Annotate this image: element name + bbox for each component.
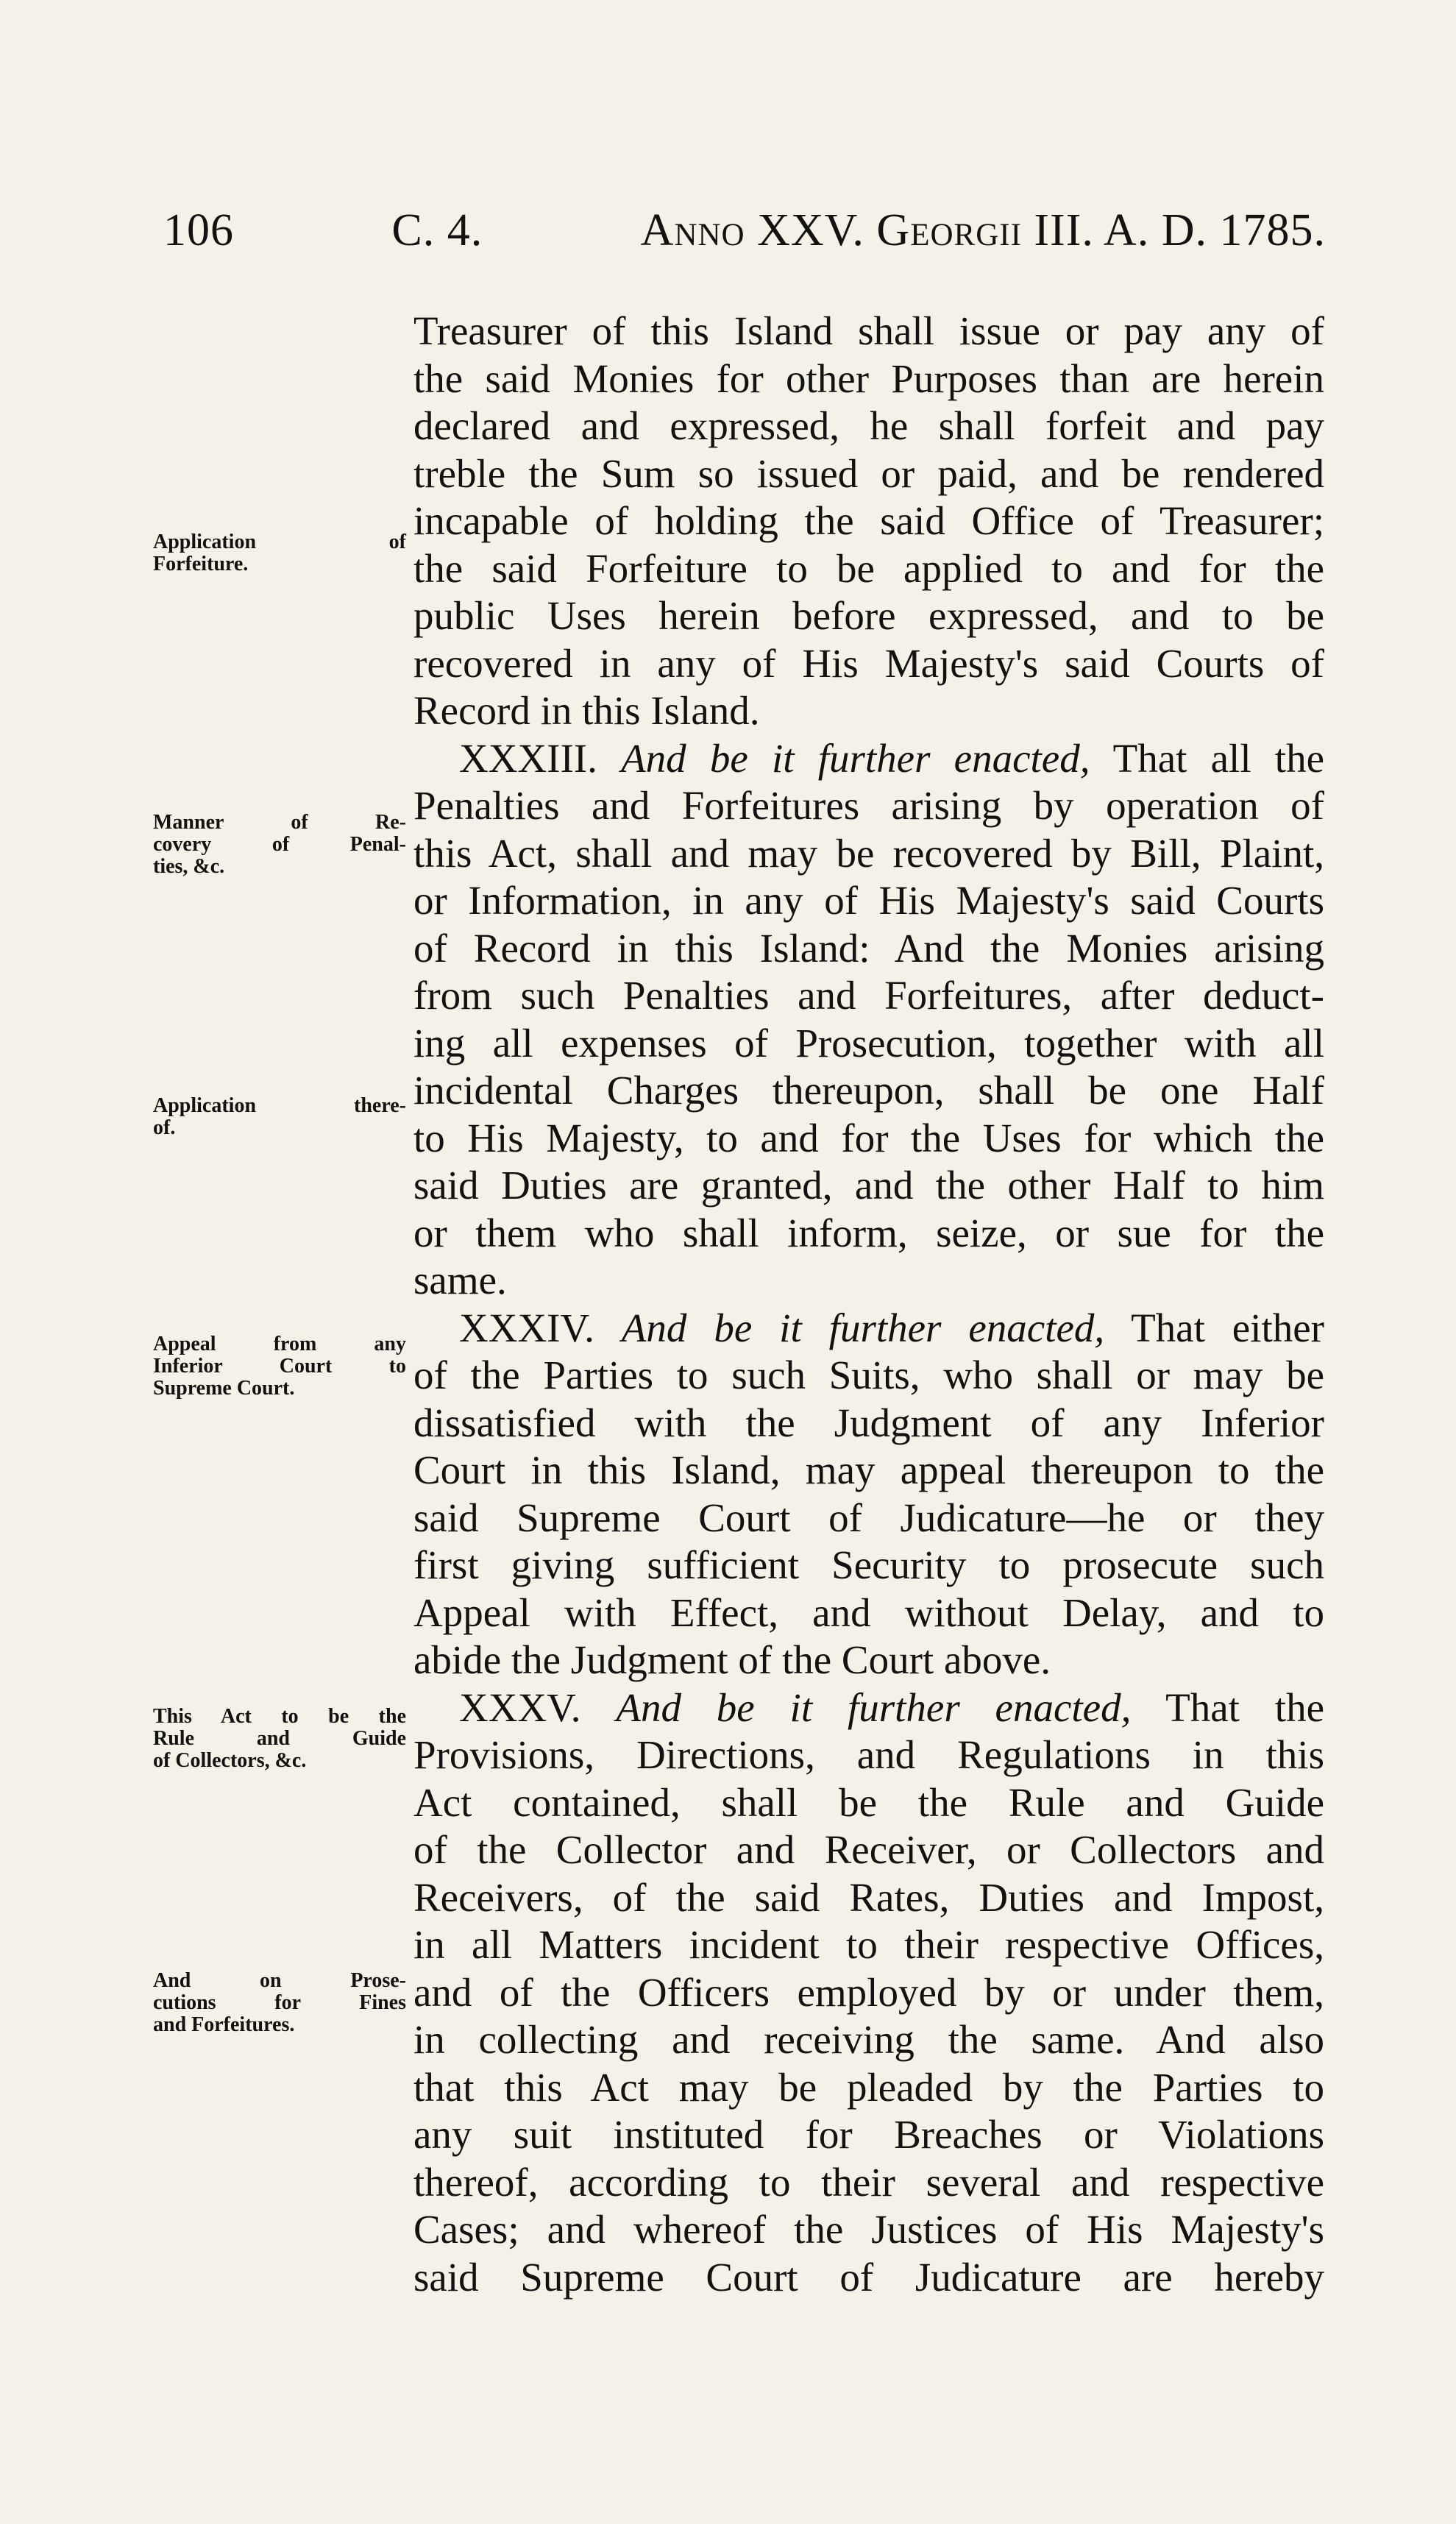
margin-note-application-thereof: [153, 1095, 406, 1139]
body-line: incidental Charges thereupon, shall be one Half: [413, 1068, 1324, 1113]
chapter-number: C. 4.: [391, 205, 483, 255]
body-line: from such Penalties and Forfeitures, after deduct-: [413, 973, 1324, 1018]
body-line: in all Matters incident to their respective Offices,: [413, 1922, 1324, 1967]
body-line: treble the Sum so issued or paid, and be rendered: [413, 450, 1324, 496]
body-line: Penalties and Forfeitures arising by operation of: [413, 783, 1324, 828]
body-line: said Supreme Court of Judicature are hereby: [413, 2254, 1324, 2300]
body-line: Cases; and whereof the Justices of His Majesty's: [413, 2207, 1324, 2252]
margin-note-line: And on Prose-: [153, 1969, 406, 1992]
margin-note-line: covery of Penal-: [153, 833, 406, 856]
body-line: Treasurer of this Island shall issue or pay any of: [413, 308, 1324, 353]
body-line: recovered in any of His Majesty's said Courts of: [413, 640, 1324, 686]
body-line: or them who shall inform, seize, or sue for the: [413, 1210, 1324, 1255]
body-line: XXXV. And be it further enacted, That the: [459, 1684, 1324, 1730]
margin-note-application-of-forfeiture: [153, 531, 406, 575]
body-line: declared and expressed, he shall forfeit and pay: [413, 403, 1324, 448]
body-line: first giving sufficient Security to prosecute such: [413, 1542, 1324, 1587]
margin-note-manner-of-recovery: [153, 812, 406, 878]
margin-note-line: This Act to be the: [153, 1705, 406, 1728]
body-line: or Information, in any of His Majesty's said Courts: [413, 878, 1324, 923]
body-line: to His Majesty, to and for the Uses for which the: [413, 1115, 1324, 1160]
body-line: XXXIV. And be it further enacted, That either: [459, 1305, 1324, 1350]
body-line: Court in this Island, may appeal thereupon to the: [413, 1447, 1324, 1492]
body-line: any suit instituted for Breaches or Violations: [413, 2112, 1324, 2157]
margin-note-line: Manner of Re-: [153, 811, 406, 834]
margin-note-line: ties, &c.: [153, 855, 225, 878]
margin-note-prosecutions-for-fines: [153, 1970, 406, 2036]
margin-note-line: of Collectors, &c.: [153, 1749, 307, 1772]
body-line: Act contained, shall be the Rule and Guide: [413, 1779, 1324, 1825]
margin-note-line: of.: [153, 1116, 176, 1139]
running-title: Anno XXV. Georgii III. A. D. 1785.: [640, 205, 1326, 255]
body-line: of the Collector and Receiver, or Collectors and: [413, 1827, 1324, 1872]
body-line: in collecting and receiving the same. And also: [413, 2017, 1324, 2062]
body-line: of the Parties to such Suits, who shall or may be: [413, 1353, 1324, 1397]
body-line: Appeal with Effect, and without Delay, and to: [413, 1589, 1324, 1635]
margin-note-line: Rule and Guide: [153, 1727, 406, 1750]
margin-note-line: Inferior Court to: [153, 1355, 406, 1378]
margin-note-line: cutions for Fines: [153, 1991, 406, 2014]
body-line: ing all expenses of Prosecution, together with all: [413, 1020, 1324, 1066]
body-line: dissatisfied with the Judgment of any Inferior: [413, 1400, 1324, 1445]
margin-note-line: Application of: [153, 531, 406, 553]
margin-note-line: Appeal from any: [153, 1333, 406, 1355]
body-line: of Record in this Island: And the Monies arising: [413, 925, 1324, 971]
body-line: same.: [413, 1258, 507, 1302]
margin-note-rule-and-guide: [153, 1706, 406, 1772]
body-line: thereof, according to their several and respective: [413, 2159, 1324, 2205]
body-line: incapable of holding the said Office of Treasurer;: [413, 498, 1324, 543]
body-text: [413, 308, 1324, 2301]
body-line: the said Forfeiture to be applied to and for the: [413, 545, 1324, 591]
margin-note-line: Supreme Court.: [153, 1377, 295, 1400]
body-line: XXXIII. And be it further enacted, That all the: [459, 735, 1324, 781]
body-line: Provisions, Directions, and Regulations in this: [413, 1732, 1324, 1777]
body-line: said Duties are granted, and the other Half to him: [413, 1163, 1324, 1208]
body-line: abide the Judgment of the Court above.: [413, 1637, 1051, 1682]
page-header: [163, 205, 1326, 271]
body-line: that this Act may be pleaded by the Parties to: [413, 2064, 1324, 2110]
margin-note-line: and Forfeitures.: [153, 2013, 295, 2036]
body-line: Record in this Island.: [413, 688, 760, 733]
margin-note-line: Application there-: [153, 1094, 406, 1117]
body-line: the said Monies for other Purposes than are herein: [413, 355, 1324, 401]
body-line: this Act, shall and may be recovered by Bill, Plaint,: [413, 830, 1324, 876]
body-line: and of the Officers employed by or under them,: [413, 1969, 1324, 2015]
margin-note-line: Forfeiture.: [153, 553, 249, 575]
body-line: public Uses herein before expressed, and to be: [413, 593, 1324, 638]
body-line: said Supreme Court of Judicature—he or they: [413, 1495, 1324, 1540]
margin-note-appeal-from-inferior-court: [153, 1333, 406, 1400]
body-line: Receivers, of the said Rates, Duties and Impost,: [413, 1874, 1324, 1920]
page-number: 106: [163, 205, 234, 255]
